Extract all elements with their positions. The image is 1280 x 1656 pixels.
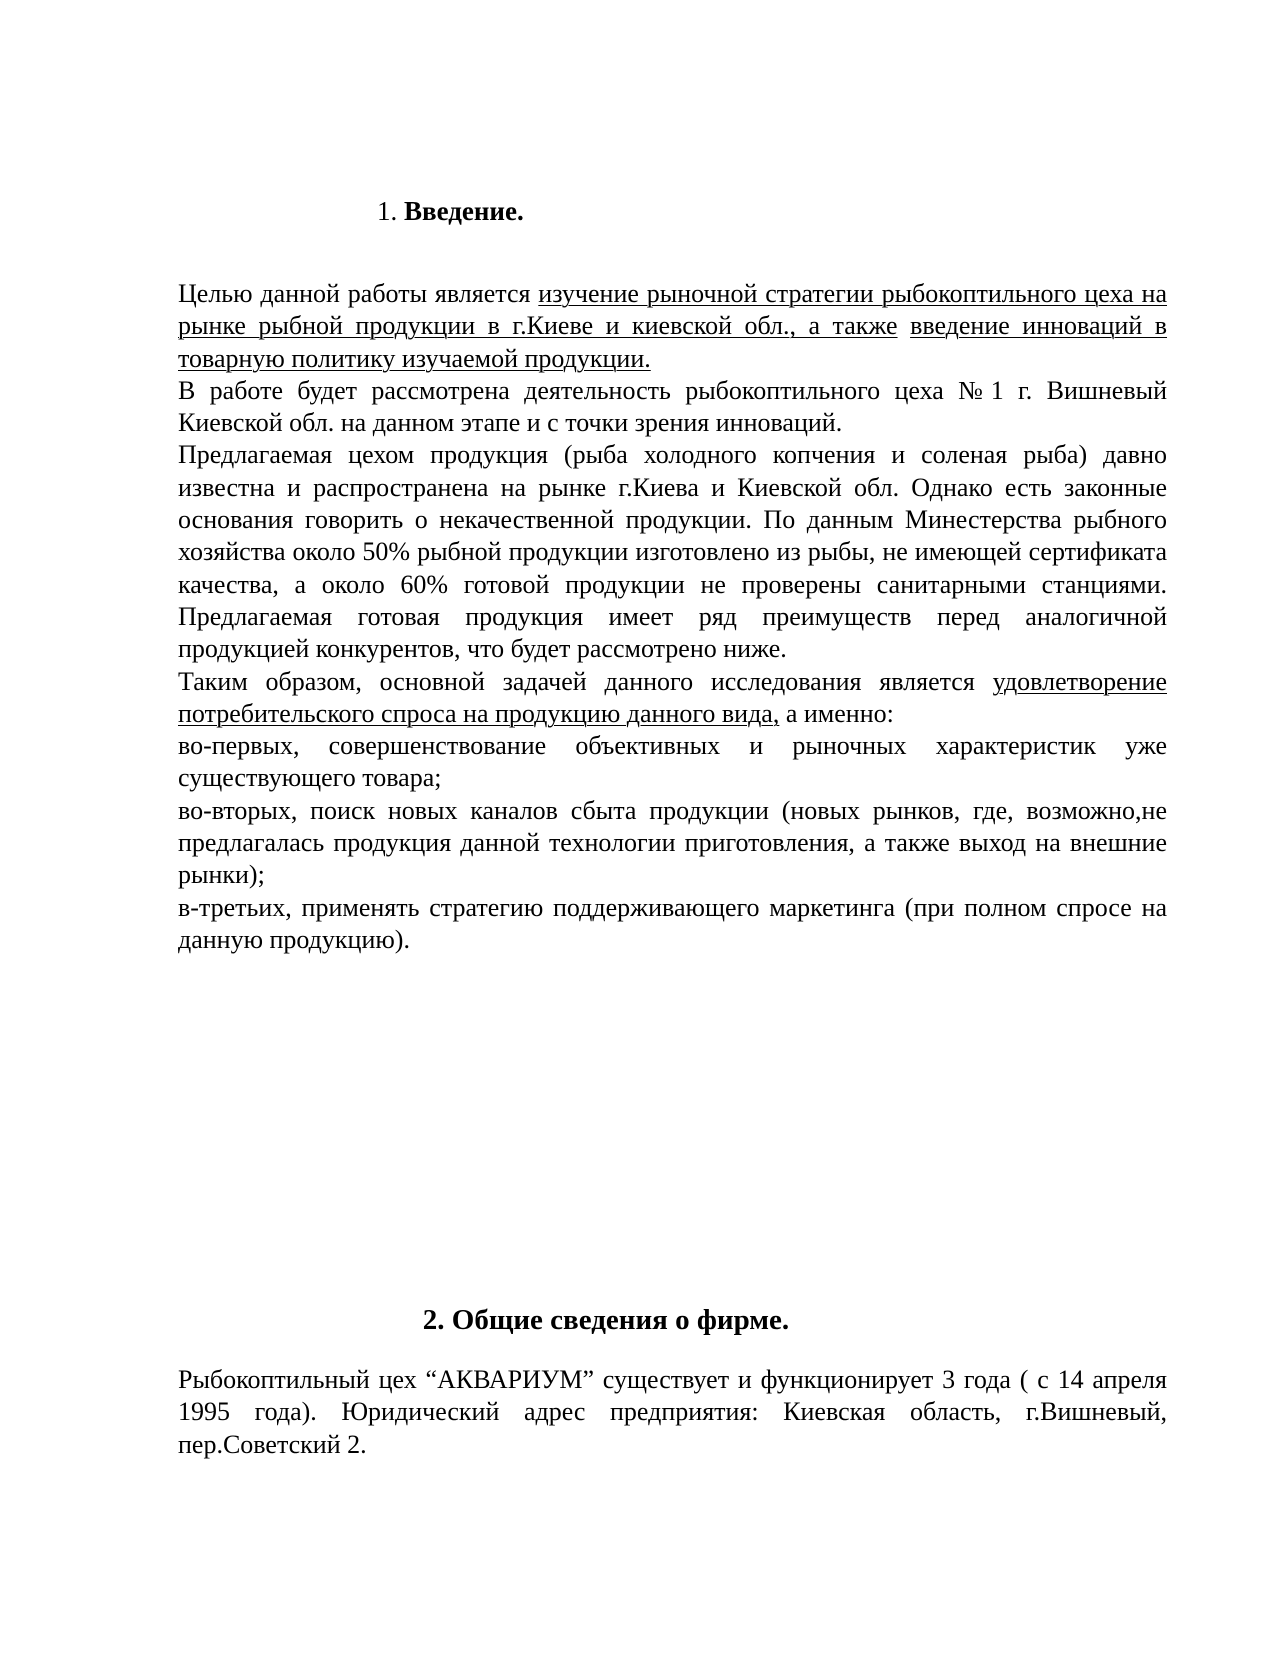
purpose-goal-2: введение инноваций в товарную политику изучаемой продукции. xyxy=(178,311,1168,373)
task-tail-text: а именно: xyxy=(779,698,894,728)
section-2-body xyxy=(178,1364,1167,1461)
paragraph-scope: В работе будет рассмотрена деятельность рыбокоптильного цеха №1 г. Вишневый Киевской обл. на данном этапе и с точки зрения инноваций. xyxy=(178,375,1167,438)
paragraph-purpose xyxy=(178,278,1167,375)
paragraph-company: Рыбокоптильный цех “АКВАРИУМ” существует и функционирует 3 года ( с 14 апреля 1995 года). Юридический адрес предприятия: Киевская область, г.Вишневый, пер.Советский 2. xyxy=(178,1365,1167,1459)
paragraph-product: Предлагаемая цехом продукция (рыба холодного копчения и соленая рыба) давно известна и распространена на рынке г.Киева и Киевской обл. Однако есть законные основания говорить о некачественной продукции. По данным Минестерства рыбного хозяйства около 50% рыбной продукции изготовлено из рыбы, не имеющей сертификата качества, а около 60% готовой продукции не проверены санитарными станциями. Предлагаемая готовая продукция имеет ряд преимуществ перед аналогичной продукцией конкурентов, что будет рассмотрено ниже. xyxy=(178,440,1167,664)
task-underlined: удовлетворение потребительского спроса на продукцию данного вида, xyxy=(178,666,1167,728)
section-1-number: 1. xyxy=(377,196,398,226)
section-1-title: Введение. xyxy=(404,196,524,226)
purpose-lead-text: Целью данной работы является xyxy=(178,279,539,308)
task-lead-text: Таким образом, основной задачей данного исследования является xyxy=(178,666,993,696)
paragraph-task xyxy=(178,666,1167,731)
paragraph-third: в-третьих, применять стратегию поддерживающего маркетинга (при полном спросе на данную продукцию). xyxy=(178,892,1167,954)
section-2-heading: 2. Общие сведения о фирме. xyxy=(422,1304,790,1336)
section-1-heading xyxy=(377,193,524,229)
paragraph-first: во-первых, совершенствование объективных и рыночных характеристик уже существующего товара; xyxy=(178,731,1167,793)
purpose-goal-1: изучение рыночной стратегии рыбокоптильного цеха на рынке рыбной продукции в г.Киеве и киевской обл., а также xyxy=(178,279,1167,341)
paragraph-second: во-вторых, поиск новых каналов сбыта продукции (новых рынков, где, возможно,не предлагалась продукция данной технологии приготовления, а также выход на внешние рынки); xyxy=(178,795,1167,890)
purpose-space xyxy=(898,311,911,340)
section-1-body xyxy=(178,278,1167,956)
